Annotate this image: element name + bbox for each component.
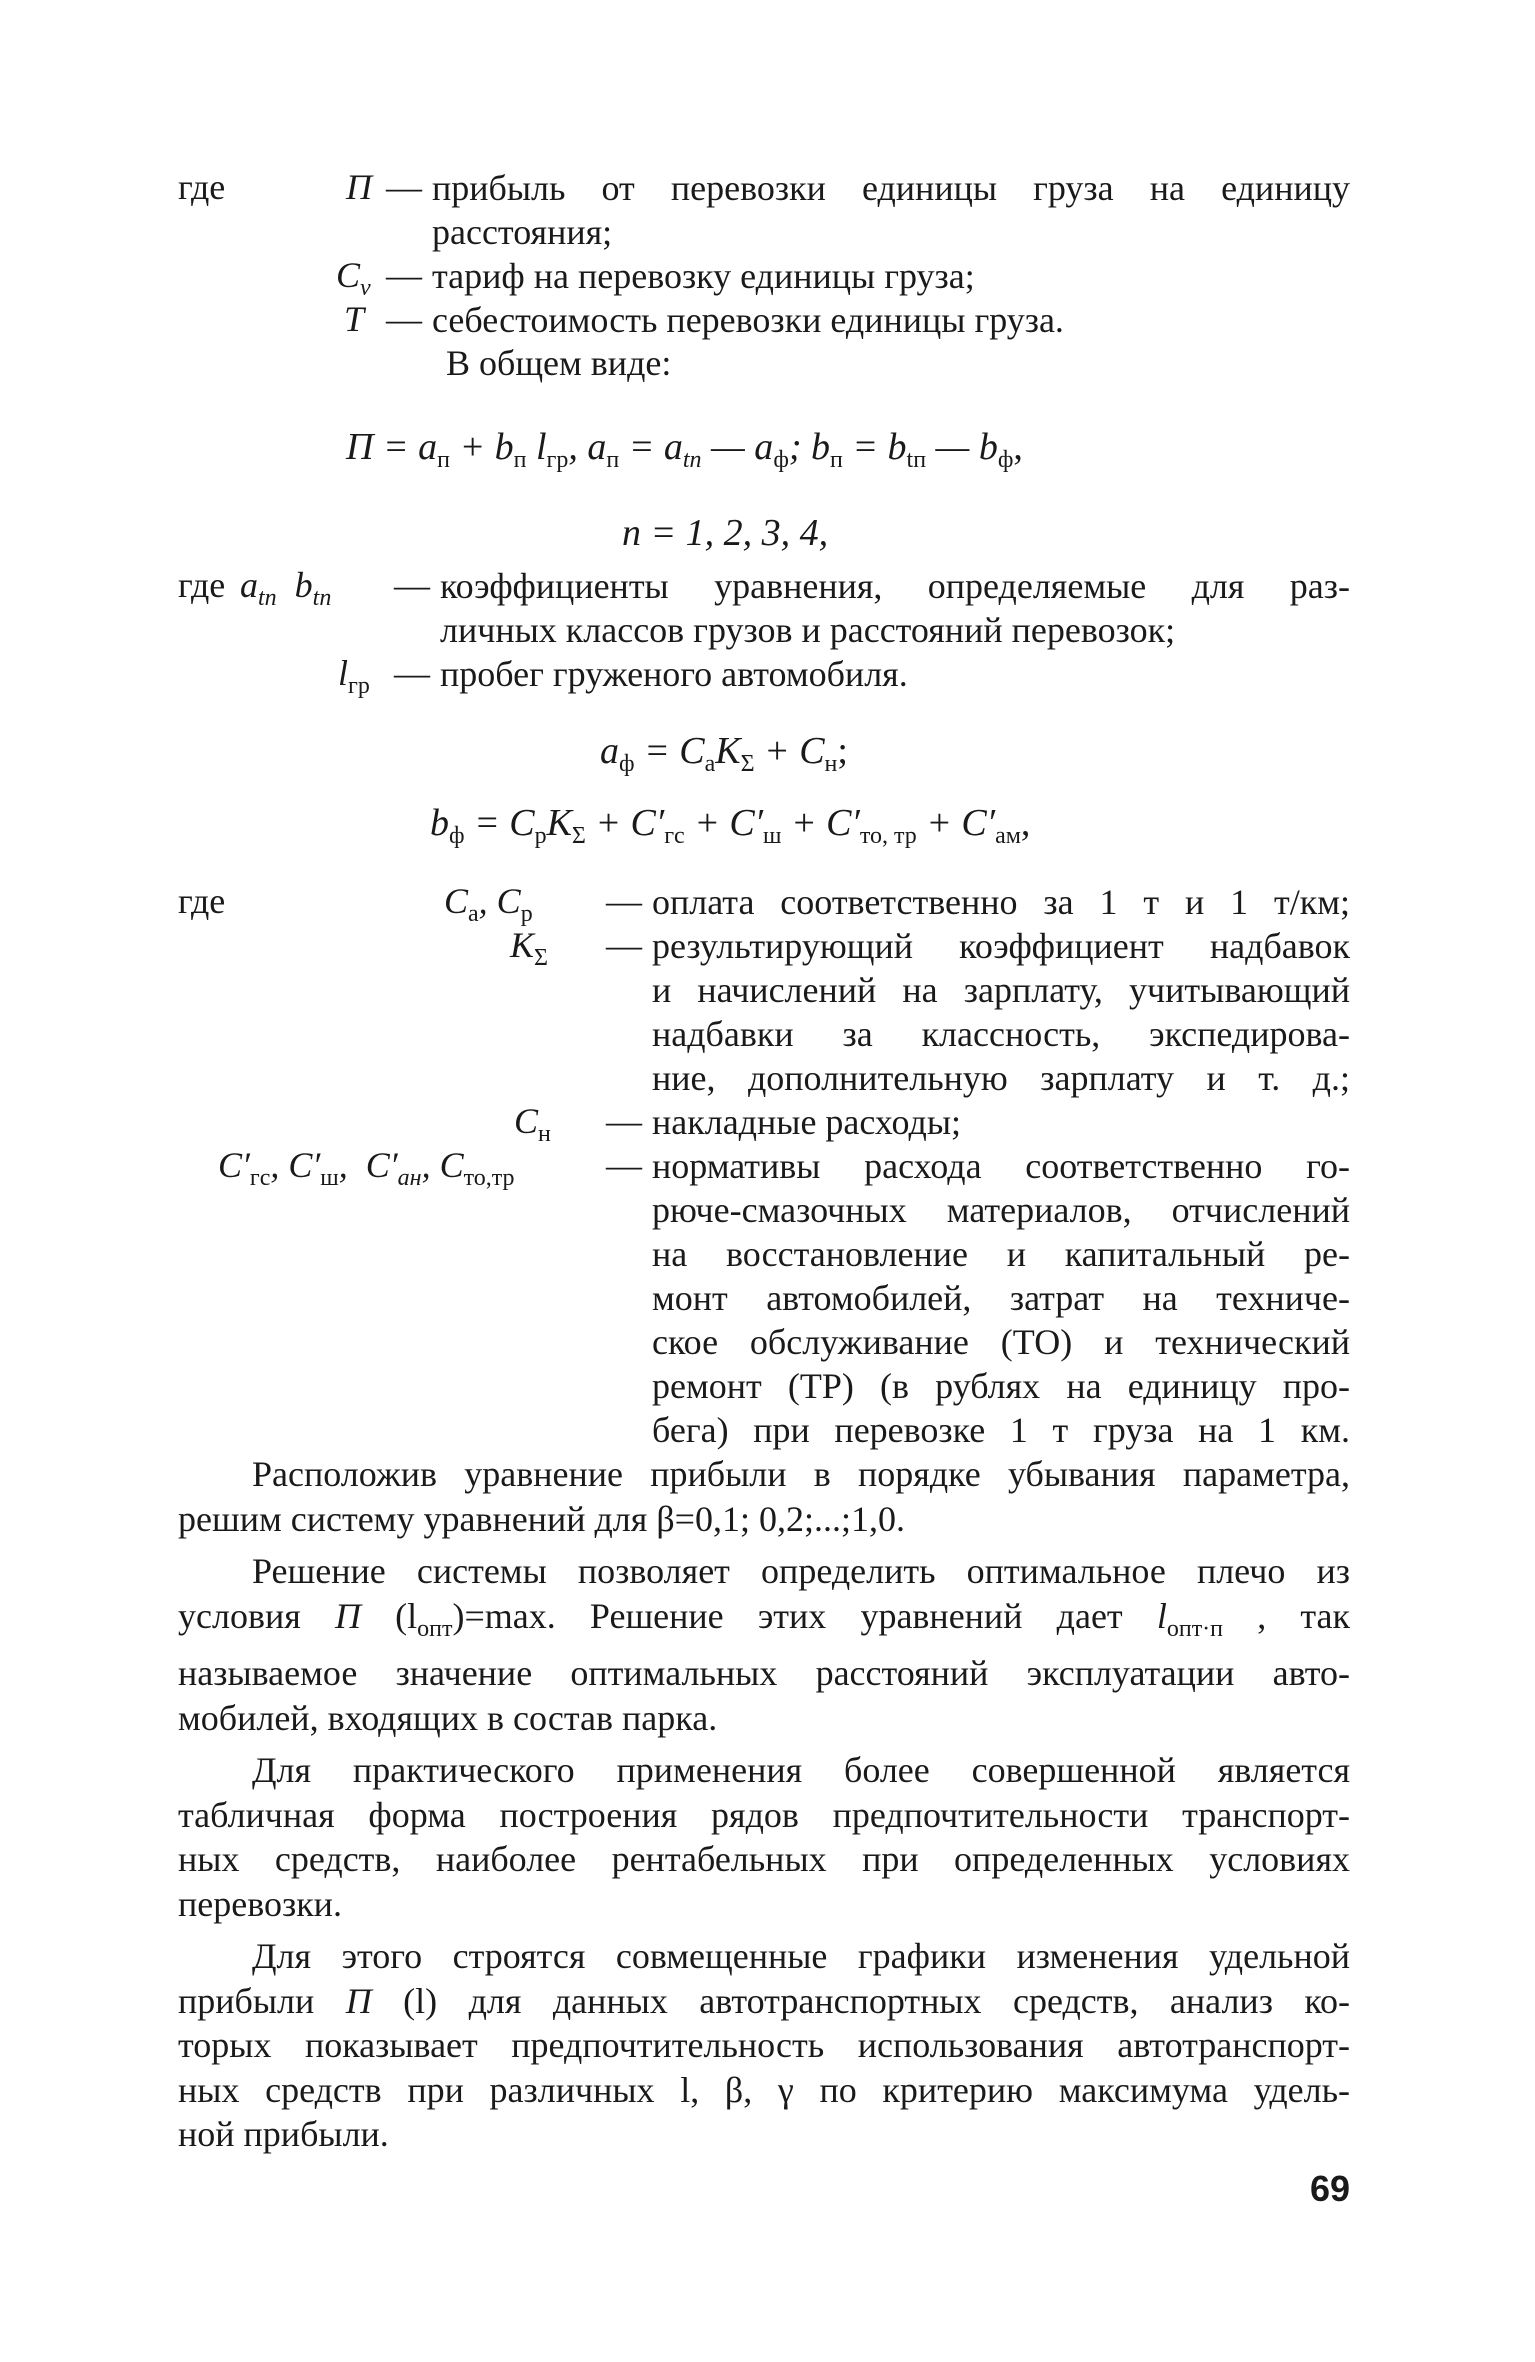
symbol-Ca-Cr: $C_а$, $C_р$ [444, 881, 533, 927]
paragraph-2: Решение системы позволяет определить оптимальное плечо из условия П $(l_{опт})=\max$. Решение этих уравнений дает $l_{опт\cdot п}$ , так называемое значение оптимальных расстояний эксплуатации авто- мобилей, входящих в состав парка. [178, 1551, 1351, 1738]
def-Ca: оплата соответственно за 1 т и 1 т/км; [652, 882, 1350, 922]
def-dash-C-list: — [606, 1145, 642, 1185]
symbol-at-bt: $a_{tп}$ $b_{tп}$ [240, 565, 332, 611]
paragraph-4: Для этого строятся совмещенные графики изменения удельной прибыли П (l) для данных автотранспортных средств, анализ ко- торых показывает предпочтительность использования автотранспорт- ных средств при различных l, β, γ по критерию максимума удель- ной прибыли. [178, 1936, 1351, 2154]
def-C-line1: нормативы расхода соответственно го- [652, 1146, 1350, 1186]
symbol-Cv: $C_v$ [336, 255, 371, 301]
def-dash-lgr: — [394, 653, 430, 693]
paragraph-3: Для практического применения более совершенной является табличная форма построения рядов предпочтительности транспорт- ных средств, наиболее рентабельных при определенных условиях перевозки. [178, 1750, 1350, 1924]
def-K-line1: результирующий коэффициент надбавок [652, 926, 1350, 966]
where-label-2: где [178, 565, 226, 605]
page-number: 69 [1310, 2168, 1351, 2209]
def-C-line2: рюче-смазочных материалов, отчислений [652, 1190, 1350, 1230]
formula-bf: $b_ф = C_рK_\Sigma + C'_{гс} + C'_ш + C'_{то, тр} + C'_{ам}$, [430, 802, 1031, 849]
def-K-line4: ние, дополнительную зарплату и т. д.; [652, 1058, 1350, 1098]
symbol-Cn: $C_н$ [514, 1101, 551, 1147]
def-Cv: тариф на перевозку единицы груза; [432, 256, 975, 296]
def-P-line2: расстояния; [432, 212, 613, 252]
def-dash-T: — [386, 299, 422, 339]
def-K-line3: надбавки за классность, экспедирова- [652, 1014, 1350, 1054]
def-dash-K: — [606, 925, 642, 965]
symbol-lgr: $l_{гр}$ [338, 653, 370, 699]
def-lgr: пробег груженого автомобиля. [440, 654, 908, 694]
formula-af: $a_ф = C_аK_\Sigma + C_н$; [600, 730, 848, 777]
def-dash-Cn: — [606, 1101, 642, 1141]
def-dash-P: — [386, 167, 422, 207]
def-P-line1: прибыль от перевозки единицы груза на единицу [432, 168, 1350, 208]
paragraph-1: Расположив уравнение прибыли в порядке убывания параметра, решим систему уравнений для β=0,1; 0,2;...;1,0. [178, 1454, 1350, 1539]
where-label-3: где [178, 881, 226, 921]
def-coef-line1: коэффициенты уравнения, определяемые для раз- [440, 566, 1350, 606]
def-C-line3: на восстановление и капитальный ре- [652, 1234, 1350, 1274]
def-Cn: накладные расходы; [652, 1102, 962, 1142]
where-label-1: где [178, 167, 226, 207]
body-text [178, 1452, 1350, 2157]
symbol-P: П [346, 167, 372, 207]
def-C-line5: ское обслуживание (ТО) и технический [652, 1322, 1350, 1362]
def-dash-Ca: — [606, 881, 642, 921]
def-C-line4: монт автомобилей, затрат на техниче- [652, 1278, 1350, 1318]
def-dash-coef: — [394, 565, 430, 605]
symbol-T: T [344, 299, 365, 339]
formula-n-range: n = 1, 2, 3, 4, [622, 512, 829, 554]
def-coef-line2: личных классов грузов и расстояний перевозок; [440, 610, 1176, 650]
general-form-label: В общем виде: [446, 343, 672, 383]
def-C-line6: ремонт (ТР) (в рублях на единицу про- [652, 1366, 1350, 1406]
symbol-C-list: $C'_{гс}$, $C'_ш$, $C'_{ан}$, $C_{то,тр}$ [218, 1145, 515, 1191]
symbol-K-sigma: $K_\Sigma$ [510, 925, 548, 971]
def-K-line2: и начислений на зарплату, учитывающий [652, 970, 1350, 1010]
def-T: себестоимость перевозки единицы груза. [432, 300, 1064, 340]
def-dash-Cv: — [386, 255, 422, 295]
formula-profit: $П = a_п + b_п$ $l_{гр}$, $a_п = a_{tп}$ — $a_ф$; $b_п = b_{tп}$ — $b_ф$, [346, 426, 1023, 473]
def-C-line7: бега) при перевозке 1 т груза на 1 км. [652, 1410, 1350, 1450]
